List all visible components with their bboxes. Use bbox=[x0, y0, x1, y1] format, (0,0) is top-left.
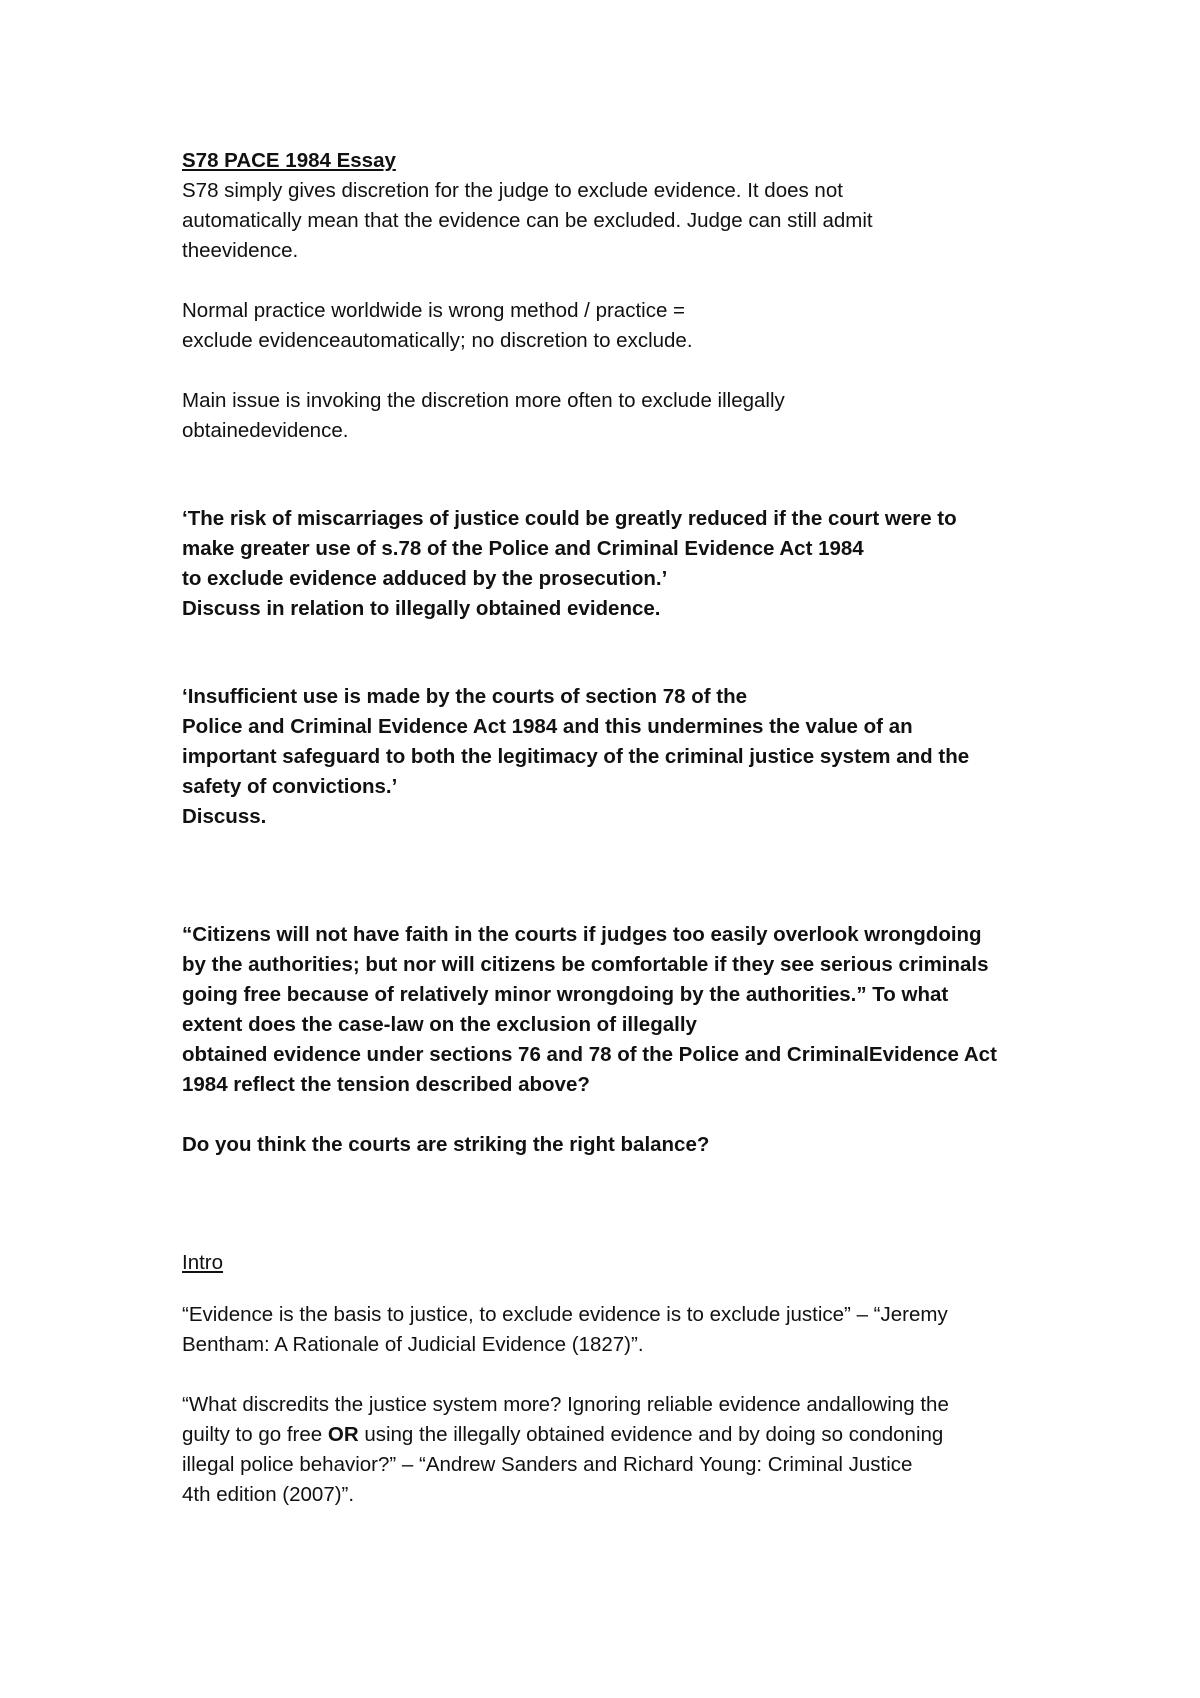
text-line: “Citizens will not have faith in the courts if judges too easily overlook wrongdoing bbox=[182, 923, 982, 946]
intro-quote-bentham bbox=[182, 1300, 1062, 1360]
text-line: obtainedevidence. bbox=[182, 419, 349, 442]
text-line: obtained evidence under sections 76 and 78 of the Police and CriminalEvidence Act bbox=[182, 1043, 997, 1066]
emphasis-or: OR bbox=[327, 1423, 359, 1446]
essay-question-3 bbox=[182, 920, 1062, 1100]
text-line: S78 simply gives discretion for the judge to exclude evidence. It does not bbox=[182, 179, 843, 202]
text-line: automatically mean that the evidence can be excluded. Judge can still admit bbox=[182, 209, 873, 232]
text-line: “What discredits the justice system more? Ignoring reliable evidence andallowing the bbox=[182, 1393, 949, 1416]
text-line: illegal police behavior?” – “Andrew Sanders and Richard Young: Criminal Justice bbox=[182, 1453, 913, 1476]
paragraph-normal-practice bbox=[182, 296, 1062, 356]
document-title: S78 PACE 1984 Essay bbox=[182, 149, 396, 172]
paragraph-discretion bbox=[182, 176, 1062, 266]
essay-question-1 bbox=[182, 504, 1062, 624]
text-line: going free because of relatively minor wrongdoing by the authorities.” To what bbox=[182, 983, 949, 1006]
text-line: Police and Criminal Evidence Act 1984 and this undermines the value of an bbox=[182, 715, 913, 738]
text-line: extent does the case-law on the exclusion of illegally bbox=[182, 1013, 697, 1036]
text-line: important safeguard to both the legitimacy of the criminal justice system and the bbox=[182, 745, 970, 768]
text-line: Main issue is invoking the discretion more often to exclude illegally bbox=[182, 389, 785, 412]
document-body bbox=[182, 146, 1062, 1510]
text-line: Bentham: A Rationale of Judicial Evidence (1827)”. bbox=[182, 1333, 644, 1356]
text-line: “Evidence is the basis to justice, to exclude evidence is to exclude justice” – “Jeremy bbox=[182, 1303, 948, 1326]
text-line: Normal practice worldwide is wrong method / practice = bbox=[182, 299, 686, 322]
text-line: theevidence. bbox=[182, 239, 299, 262]
essay-question-2 bbox=[182, 682, 1062, 832]
text-line: make greater use of s.78 of the Police and Criminal Evidence Act 1984 bbox=[182, 537, 864, 560]
text-line: to exclude evidence adduced by the prosecution.’ bbox=[182, 567, 668, 590]
text-segment: using the illegally obtained evidence and by doing so condoning bbox=[358, 1423, 944, 1446]
text-segment: guilty to go free bbox=[182, 1423, 328, 1446]
text-line: exclude evidenceautomatically; no discretion to exclude. bbox=[182, 329, 693, 352]
intro-quote-sanders-young bbox=[182, 1390, 1062, 1510]
text-line: safety of convictions.’ bbox=[182, 775, 398, 798]
text-line: ‘The risk of miscarriages of justice could be greatly reduced if the court were to bbox=[182, 507, 957, 530]
text-line-with-emphasis bbox=[182, 1420, 1062, 1450]
text-line: 4th edition (2007)”. bbox=[182, 1483, 355, 1506]
essay-question-3-followup: Do you think the courts are striking the right balance? bbox=[182, 1133, 710, 1156]
intro-heading: Intro bbox=[182, 1251, 224, 1274]
paragraph-main-issue bbox=[182, 386, 1062, 446]
text-line: ‘Insufficient use is made by the courts of section 78 of the bbox=[182, 685, 748, 708]
text-line: Discuss in relation to illegally obtained evidence. bbox=[182, 597, 661, 620]
text-line: 1984 reflect the tension described above? bbox=[182, 1073, 590, 1096]
text-line: by the authorities; but nor will citizens be comfortable if they see serious criminals bbox=[182, 953, 989, 976]
text-line: Discuss. bbox=[182, 805, 267, 828]
